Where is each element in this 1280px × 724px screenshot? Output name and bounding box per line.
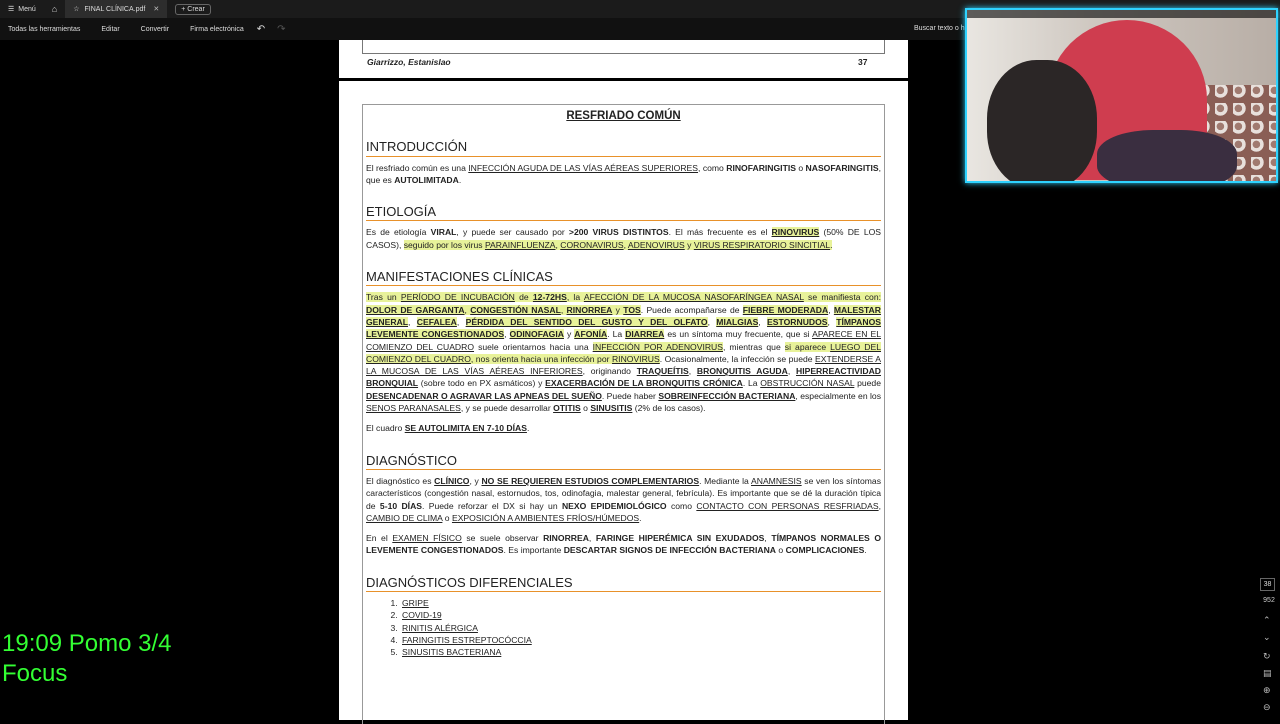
paragraph-autolimita: El cuadro SE AUTOLIMITA EN 7-10 DÍAS. [366,423,530,434]
sign-button[interactable]: Firma electrónica [190,25,244,33]
paragraph-introduccion: El resfriado común es una INFECCIÓN AGUDA DE LAS VÍAS AÉREAS SUPERIORES, como RINOFARINGITIS o NASOFARINGITIS, que es AUTOLIMITADA. [366,162,881,185]
webcam-person-arm [1097,130,1237,183]
current-page [339,81,908,720]
webcam-overlay [965,8,1278,183]
paragraph-examen-fisico: En el EXAMEN FÍSICO se suele observar RINORREA, FARINGE HIPERÉMICA SIN EXUDADOS, TÍMPANOS NORMALES O LEVEMENTE CONGESTIONADOS. Es importante DESCARTAR SIGNOS DE INFECCIÓN BACTERIANA o COMPLICACIONES. [366,533,882,556]
differential-list [366,597,881,658]
timer-line: 19:09 Pomo 3/4 [2,630,172,657]
create-button[interactable]: + Crear [175,4,211,15]
section-heading-diagnostico: DIAGNÓSTICO [366,455,881,470]
current-page-box[interactable]: 38 [1260,578,1275,591]
redo-icon[interactable]: ↷ [277,23,286,35]
document-content [366,108,881,659]
list-item: 1. GRIPE [400,597,881,609]
zoom-in-icon[interactable]: ⊕ [1263,685,1271,695]
list-item: 5. SINUSITIS BACTERIANA [400,646,881,658]
page-footer-number: 37 [858,57,868,67]
timer-mode: Focus [2,660,68,687]
page-frame [362,40,885,54]
document-tab[interactable] [65,0,167,18]
pomodoro-timer-overlay [2,629,171,689]
home-icon[interactable]: ⌂ [51,4,58,14]
paragraph-manifestaciones: Tras un PERÍODO DE INCUBACIÓN de 12-72HS, la AFECCIÓN DE LA MUCOSA NASOFARÍNGEA NASAL se manifiesta con: DOLOR DE GARGANTA, CONGESTIÓN NASAL, RINORREA y TOS. Puede acompañarse de FIEBRE MODERADA, MALESTAR GENERAL, CEFALEA, PÉRDIDA DEL SENTIDO DEL GUSTO Y DEL OLFATO, MIALGIAS, ESTORNUDOS, TÍMPANOS LEVEMENTE CONGESTIONADOS, ODINOFAGIA y AFONÍA. La DIARREA es un síntoma muy frecuente, que si APARECE EN EL COMIENZO DEL CUADRO suele orientarnos hacia una INFECCIÓN POR ADENOVIRUS, mientras que si aparece LUEGO DEL COMIENZO DEL CUADRO, nos orienta hacia una infección por RINOVIRUS. Ocasionalmente, la infección se puede EXTENDERSE A LA MUCOSA DE LAS VÍAS AÉREAS INFERIORES, originando TRAQUEÍTIS, BRONQUITIS AGUDA, HIPERREACTIVIDAD BRONQUIAL (sobre todo en PX asmáticos) y EXACERBACIÓN DE LA BRONQUITIS CRÓNICA. La OBSTRUCCIÓN NASAL puede DESENCADENAR O AGRAVAR LAS APNEAS DEL SUEÑO. Puede haber SOBREINFECCIÓN BACTERIANA, especialmente en los SENOS PARANASALES, y se puede desarrollar OTITIS o SINUSITIS (2% de los casos). [366,292,882,414]
convert-button[interactable]: Convertir [140,25,170,33]
page-navigation-panel [1258,575,1280,720]
section-heading-manifestaciones: MANIFESTACIONES CLÍNICAS [366,271,881,286]
section-heading-diferenciales: DIAGNÓSTICOS DIFERENCIALES [366,577,881,592]
close-icon[interactable]: ✕ [153,6,160,13]
total-pages: 952 [1263,597,1275,604]
chevron-down-icon[interactable]: ⌄ [1263,632,1271,642]
section-heading-etiologia: ETIOLOGÍA [366,206,881,221]
star-icon[interactable]: ☆ [73,6,80,13]
webcam-person-head [987,60,1097,183]
tab-title: FINAL CLÍNICA.pdf [84,5,146,13]
search-text-field[interactable]: Buscar texto o h [914,25,965,32]
document-icon[interactable]: ▤ [1263,668,1272,678]
page-footer-author: Giarrizzo, Estanislao [367,57,451,67]
webcam-top-strip [967,10,1276,18]
refresh-icon[interactable]: ↻ [1263,651,1271,661]
document-title: RESFRIADO COMÚN [566,110,681,122]
undo-icon[interactable]: ↶ [256,23,266,35]
list-item: 3. RINITIS ALÉRGICA [400,622,881,634]
list-item: 2. COVID-19 [400,609,881,621]
previous-page [339,40,908,78]
list-item: 4. FARINGITIS ESTREPTOCÓCCIA [400,634,881,646]
all-tools-button[interactable]: Todas las herramientas [8,25,81,33]
paragraph-diagnostico: El diagnóstico es CLÍNICO, y NO SE REQUIEREN ESTUDIOS COMPLEMENTARIOS. Mediante la ANAMNESIS se ven los síntomas característicos (congestión nasal, estornudos, tos, odinofagia, malestar general, febrícula). Es importante que se dé la duración típica de 5-10 DÍAS. Puede reforzar el DX si hay un NEXO EPIDEMIOLÓGICO como CONTACTO CON PERSONAS RESFRIADAS, CAMBIO DE CLIMA o EXPOSICIÓN A AMBIENTES FRÍOS/HÚMEDOS. [366,475,882,523]
chevron-up-icon[interactable]: ⌃ [1263,615,1271,625]
menu-label: Menú [18,5,36,13]
paragraph-etiologia: Es de etiología VIRAL, y puede ser causado por >200 VIRUS DISTINTOS. El más frecuente es el RINOVIRUS (50% DE LOS CASOS), seguido por los virus PARAINFLUENZA, CORONAVIRUS, ADENOVIRUS y VIRUS RESPIRATORIO SINCITIAL. [366,227,882,250]
zoom-out-icon[interactable]: ⊖ [1263,702,1271,712]
section-heading-introduccion: INTRODUCCIÓN [366,141,881,156]
edit-button[interactable]: Editar [101,25,120,33]
menu-button[interactable] [0,5,44,13]
hamburger-icon: ☰ [8,6,15,13]
